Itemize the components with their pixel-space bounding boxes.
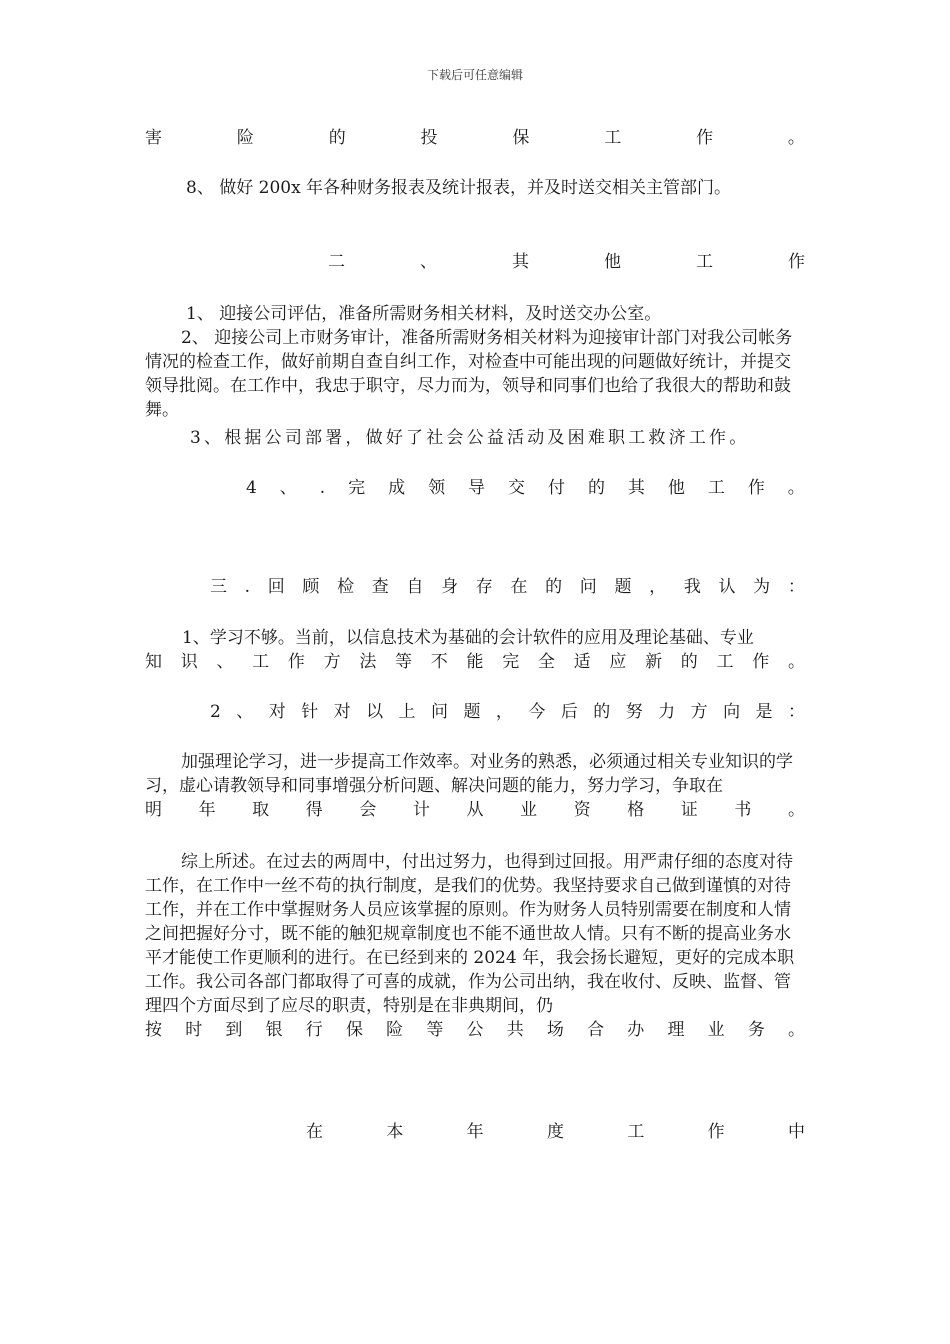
char: 知	[145, 652, 162, 672]
section-heading-3	[210, 575, 805, 599]
char: 作	[707, 1122, 725, 1142]
char: 工	[627, 1122, 645, 1142]
char: .	[244, 577, 251, 597]
char: 顾	[302, 577, 320, 597]
char: 针	[301, 702, 319, 722]
char: 险	[236, 128, 254, 148]
char: 到	[225, 1020, 243, 1040]
header-note: 下载后可任意编辑	[426, 68, 523, 82]
char: 在	[510, 577, 528, 597]
problem-2	[210, 700, 805, 724]
char: ，	[495, 702, 513, 722]
char: 全	[537, 652, 555, 672]
char: 从	[466, 800, 484, 820]
problem-1a: 1、学习不够。当前，以信息技术为基础的会计软件的应用及理论基础、专业	[182, 628, 754, 648]
char: 工	[707, 478, 725, 498]
char: 作	[747, 478, 765, 498]
char: 、	[420, 252, 437, 272]
char: 上	[398, 702, 416, 722]
char: 导	[468, 478, 486, 498]
char: 题	[614, 577, 632, 597]
char: 存	[475, 577, 493, 597]
char: 取	[252, 800, 270, 820]
char: 、	[236, 702, 254, 722]
char: 其	[627, 478, 645, 498]
char: 应	[609, 652, 627, 672]
char: 明	[145, 800, 162, 820]
char: 年	[466, 1122, 484, 1142]
char: 本	[386, 1122, 404, 1142]
char: 投	[420, 128, 438, 148]
char: 二	[328, 252, 345, 272]
char: 不	[430, 652, 448, 672]
char: 、	[216, 652, 234, 672]
char: 对	[268, 702, 286, 722]
other-item-1: 1、 迎接公司评估，准备所需财务相关材料，及时送交办公室。	[186, 304, 662, 324]
char: 作	[788, 252, 805, 272]
char: 题	[463, 702, 481, 722]
char: 时	[185, 1020, 203, 1040]
char: 。	[787, 128, 805, 148]
summary-paragraph: 综上所述。在过去的两周中，付出过努力，也得到过回报。用严肃仔细的态度对待工作，在工作中一丝不苟的执行制度，是我们的优势。我坚持要求自己做到谨慎的对待工作，并在工作中掌握财务人员应该掌握的原则。作为财务人员特别需要在制度和人情之间把握好分寸，既不能的触犯规章制度也不能不通世故人情。只有不断的提高业务水平才能使工作更顺利的进行。在已经到来的 2024 年，我会扬长避短，更好的完成本职工作。我公司各部门都取得了可喜的成就，作为公司出纳，我在收付、反映、监督、管理四个方面尽到了应尽的职责，特别是在非典期间，仍	[145, 852, 795, 1016]
char: 问	[579, 577, 597, 597]
other-item-2: 2、 迎接公司上市财务审计，准备所需财务相关材料为迎接审计部门对我公司帐务情况的检查工作，做好前期自查自纠工作，对检查中可能出现的问题做好统计，并提交领导批阅。在工作中，我忠于职守，尽力而为，领导和同事们也给了我很大的帮助和鼓舞。	[145, 328, 793, 420]
char: 的	[680, 652, 698, 672]
char: 害	[145, 128, 162, 148]
item-8: 8、 做好 200x 年各种财务报表及统计报表，并及时送交相关主管部门。	[186, 178, 732, 198]
char: 身	[441, 577, 459, 597]
char: 适	[573, 652, 591, 672]
char: 。	[787, 478, 805, 498]
char: 度	[546, 1122, 564, 1142]
char: 他	[604, 252, 621, 272]
char: 其	[512, 252, 529, 272]
char: 我	[683, 577, 701, 597]
char: 回	[267, 577, 285, 597]
char: 识	[180, 652, 198, 672]
other-item-3: 3、根据公司部署，做好了社会公益活动及困难职工救济工作。	[190, 428, 750, 448]
char: 法	[359, 652, 377, 672]
char: 务	[747, 1020, 765, 1040]
char: 是	[755, 702, 773, 722]
char: 为	[753, 577, 771, 597]
char: 后	[560, 702, 578, 722]
char: 等	[395, 652, 413, 672]
char: 公	[466, 1020, 484, 1040]
char: 作	[752, 652, 770, 672]
char: 方	[690, 702, 708, 722]
section-heading-2	[328, 250, 805, 274]
char: 完	[348, 478, 366, 498]
char: 付	[547, 478, 565, 498]
char: ：	[787, 702, 805, 722]
char: 理	[667, 1020, 685, 1040]
line-insurance	[145, 126, 805, 150]
summary-last-line	[145, 1018, 805, 1042]
char: 三	[210, 577, 227, 597]
char: 检	[337, 577, 355, 597]
char: ，	[649, 577, 667, 597]
char: 以	[366, 702, 384, 722]
char: 的	[587, 478, 605, 498]
char: 力	[658, 702, 676, 722]
char: 交	[508, 478, 526, 498]
char: 。	[787, 652, 805, 672]
char: 认	[718, 577, 736, 597]
char: 向	[723, 702, 741, 722]
char: 的	[545, 577, 563, 597]
char: 保	[512, 128, 530, 148]
char: 共	[506, 1020, 524, 1040]
char: .	[319, 478, 326, 498]
char: 领	[428, 478, 446, 498]
char: 的	[328, 128, 346, 148]
char: 问	[431, 702, 448, 722]
char: 工	[716, 652, 734, 672]
char: 今	[528, 702, 546, 722]
char: 年	[198, 800, 216, 820]
char: 成	[388, 478, 406, 498]
char: 在	[306, 1122, 323, 1142]
char: 工	[252, 652, 270, 672]
char: 会	[359, 800, 377, 820]
problem-1b	[145, 650, 805, 674]
char: 按	[145, 1020, 162, 1040]
char: 得	[305, 800, 323, 820]
char: 业	[707, 1020, 725, 1040]
char: 方	[323, 652, 341, 672]
char: 业	[520, 800, 538, 820]
char: 书	[734, 800, 752, 820]
char: 等	[426, 1020, 444, 1040]
char: 2	[210, 702, 221, 722]
char: 合	[587, 1020, 605, 1040]
char: 资	[573, 800, 591, 820]
char: ：	[787, 577, 805, 597]
char: 作	[696, 128, 714, 148]
char: 、	[279, 478, 297, 498]
improvement-last-line	[145, 798, 805, 822]
char: 办	[627, 1020, 645, 1040]
char: 自	[406, 577, 424, 597]
other-item-4	[246, 476, 805, 500]
closing-line	[306, 1120, 805, 1144]
char: 中	[787, 1122, 805, 1142]
char: 银	[265, 1020, 283, 1040]
char: 对	[333, 702, 351, 722]
char: 查	[371, 577, 389, 597]
char: 作	[287, 652, 305, 672]
char: 。	[787, 800, 805, 820]
char: 他	[667, 478, 685, 498]
char: 能	[466, 652, 484, 672]
char: 4	[246, 478, 257, 498]
char: 保	[345, 1020, 363, 1040]
char: 格	[627, 800, 645, 820]
char: 场	[546, 1020, 564, 1040]
char: 完	[502, 652, 520, 672]
char: 证	[680, 800, 698, 820]
char: 计	[412, 800, 430, 820]
improvement-paragraph: 加强理论学习，进一步提高工作效率。对业务的熟悉，必须通过相关专业知识的学习，虚心请教领导和同事增强分析问题、解决问题的能力，努力学习，争取在	[145, 752, 793, 796]
char: 险	[386, 1020, 404, 1040]
char: 新	[645, 652, 663, 672]
char: 工	[696, 252, 713, 272]
char: 行	[305, 1020, 323, 1040]
char: 。	[788, 1020, 805, 1040]
char: 努	[625, 702, 643, 722]
char: 工	[604, 128, 622, 148]
char: 的	[593, 702, 611, 722]
